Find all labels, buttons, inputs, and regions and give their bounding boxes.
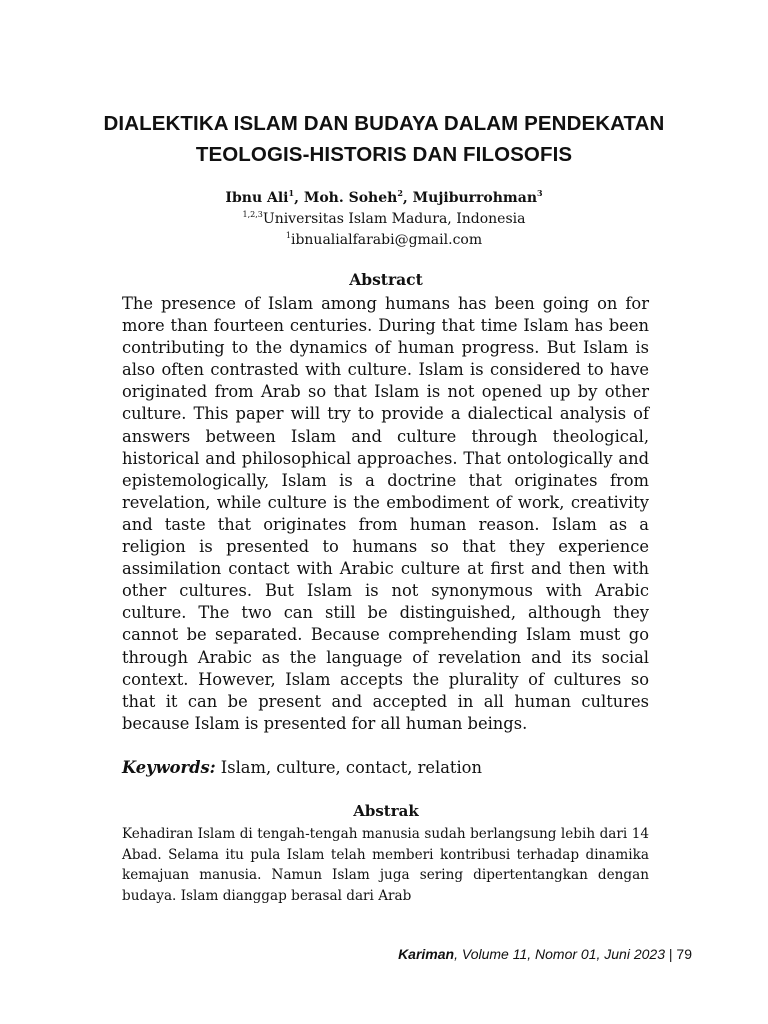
keywords-label: Keywords: [122,758,216,777]
author-email [100,230,668,251]
page-number: 79 [676,946,692,962]
author-separator: , [402,190,413,206]
page-footer [398,946,692,962]
affiliation-text: Universitas Islam Madura, Indonesia [262,211,526,227]
abstract-heading: Abstract [349,270,423,289]
journal-name: Kariman [398,946,455,962]
abstrak-body: Kehadiran Islam di tengah-tengah manusia sudah berlangsung lebih dari 14 Abad. Selama itu pula Islam telah memberi kontribusi terhadap dinamika kemajuan manusia. Namun Islam juga sering dipertentangkan dengan budaya. Islam dianggap berasal dari Arab [122,826,649,905]
paper-title [60,108,708,170]
title-line-2: TEOLOGIS-HISTORIS DAN FILOSOFIS [195,143,573,166]
author-name: Ibnu Ali [225,190,289,206]
author-superscript: 1 [288,188,295,198]
author-superscript: 3 [537,188,543,198]
footer-separator: | [665,946,677,962]
author-name: Mujiburrohman [412,190,537,206]
title-line-1: DIALEKTIKA ISLAM DAN BUDAYA DALAM PENDEKATAN [103,112,665,135]
affiliation [100,209,668,230]
email-superscript: 1 [285,231,291,240]
abstract-body: The presence of Islam among humans has been going on for more than fourteen centuries. During that time Islam has been contributing to the dynamics of human progress. But Islam is also often contrasted with culture. Islam is considered to have originated from Arab so that Islam is not opened up by other culture. This paper will try to provide a dialectical analysis of answers between Islam and culture through theological, historical and philosophical approaches. That ontologically and epistemologically, Islam is a doctrine that originates from revelation, while culture is the embodiment of work, creativity and taste that originates from human reason. Islam as a religion is presented to humans so that they experience assimilation contact with Arabic culture at first and then with other cultures. But Islam is not synonymous with Arabic culture. The two can still be distinguished, although they cannot be separated. Because comprehending Islam must go through Arabic as the language of revelation and its social context. However, Islam accepts the plurality of cultures so that it can be present and accepted in all human cultures because Islam is presented for all human beings. [122,294,649,733]
author-names [100,188,668,209]
author-name: Moh. Soheh [303,190,398,206]
journal-issue: , Volume 11, Nomor 01, Juni 2023 [454,946,665,962]
author-superscript: 2 [397,188,403,198]
keywords-text: Islam, culture, contact, relation [215,758,482,777]
email-text: ibnualialfarabi@gmail.com [290,232,483,248]
keywords-line [122,757,482,779]
author-separator: , [294,190,304,206]
author-block [100,188,668,251]
abstrak-heading: Abstrak [353,802,419,820]
affiliation-superscript: 1,2,3 [242,210,263,219]
